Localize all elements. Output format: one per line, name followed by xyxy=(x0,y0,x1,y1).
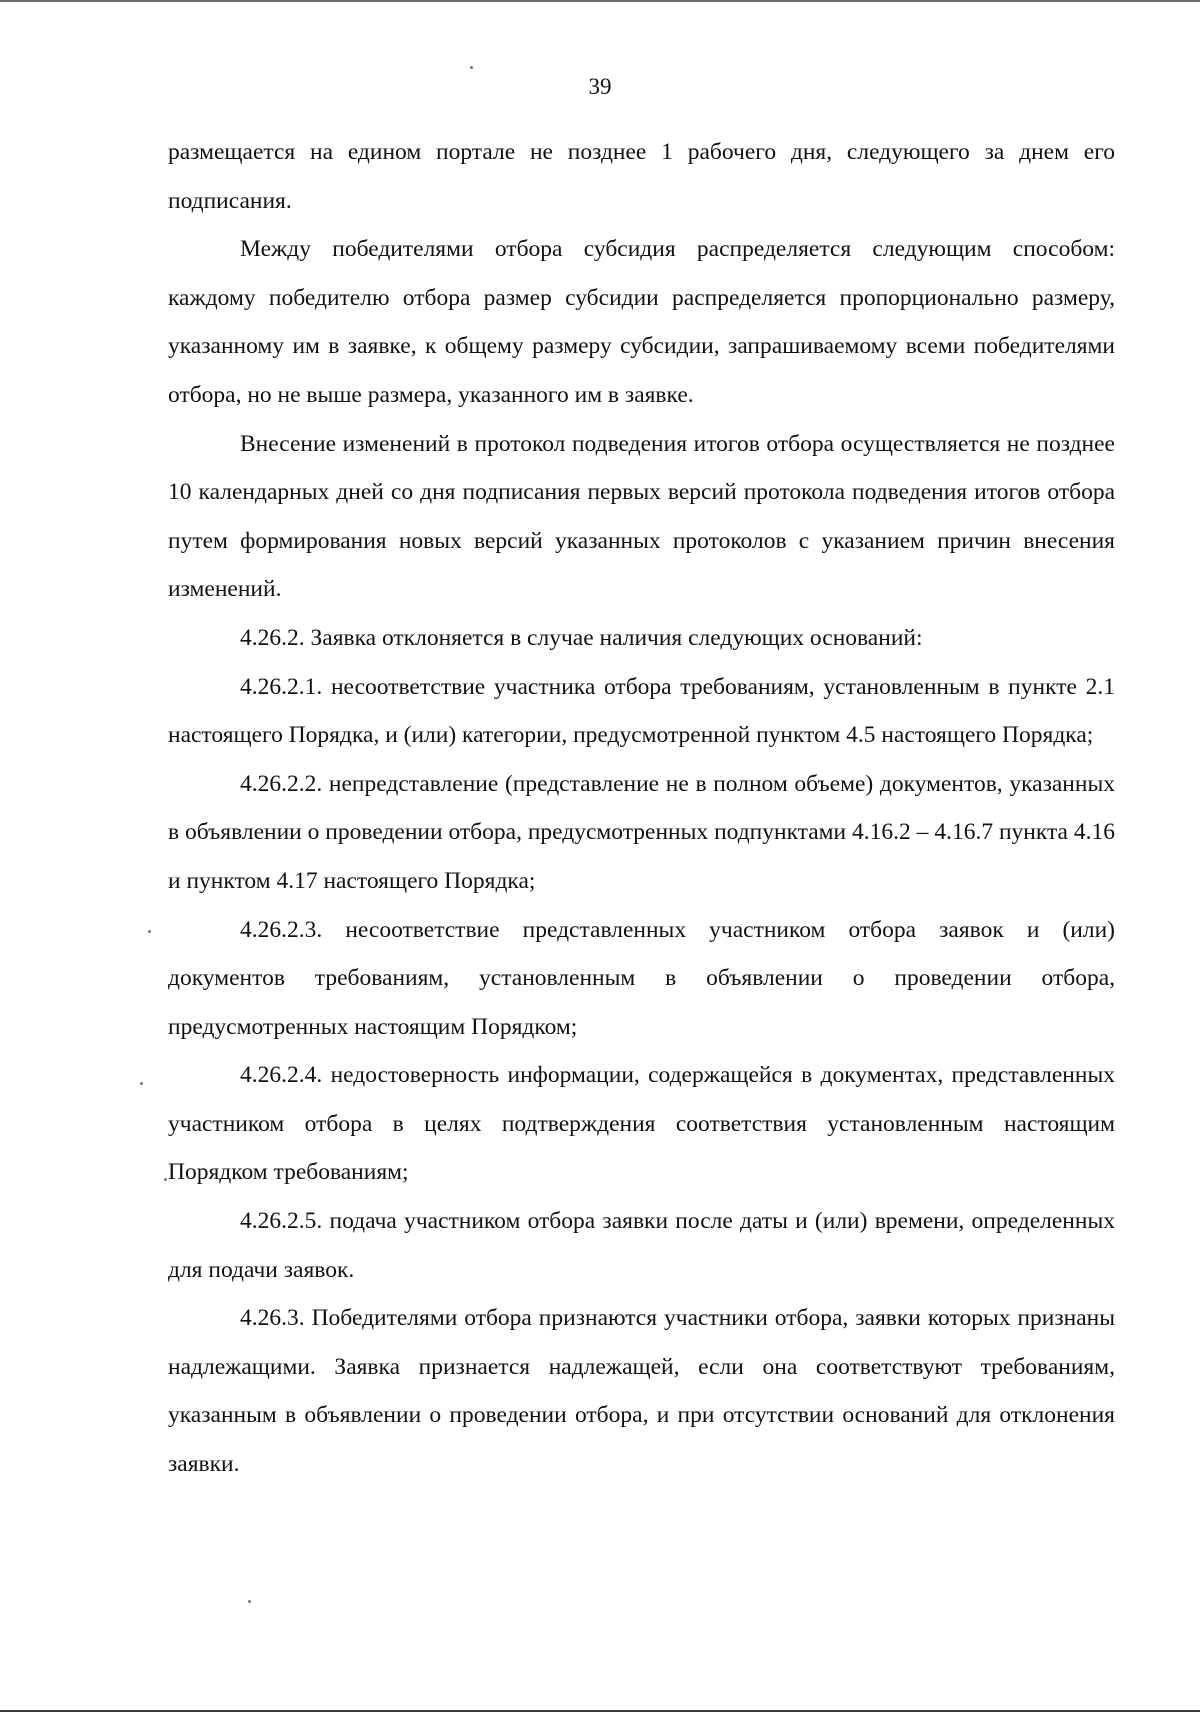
document-body xyxy=(168,128,1115,1489)
page-number: 39 xyxy=(588,74,612,99)
clause-4-26-3: 4.26.3. Победителями отбора признаются участники отбора, заявки которых признаны надлежащими. Заявка признается надлежащей, если она соответствуют требованиям, указанным в объявлении о проведении отбора, и при отсутствии оснований для отклонения заявки. xyxy=(168,1305,1115,1478)
clause-4-26-2-4: 4.26.2.4. недостоверность информации, содержащейся в документах, представленных участником отбора в целях подтверждения соответствия установленным настоящим Порядком требованиям; xyxy=(168,1062,1115,1186)
scan-speck xyxy=(164,1178,167,1181)
paragraph-subsidy-distribution: Между победителями отбора субсидия распределяется следующим способом: каждому победителю отбора размер субсидии распределяется пропорционально размеру, указанному им в заявке, к общему размеру субсидии, запрашиваемому всеми победителями отбора, но не выше размера, указанного им в заявке. xyxy=(168,236,1115,408)
scan-speck xyxy=(470,66,473,69)
clause-4-26-2-5: 4.26.2.5. подача участником отбора заявки после даты и (или) времени, определенных для подачи заявок. xyxy=(168,1208,1115,1283)
paragraph-continuation: размещается на едином портале не позднее 1 рабочего дня, следующего за днем его подписания. xyxy=(168,139,1115,214)
scan-speck xyxy=(248,1600,251,1603)
paragraph-protocol-changes: Внесение изменений в протокол подведения итогов отбора осуществляется не позднее 10 календарных дней со дня подписания первых версий протокола подведения итогов отбора путем формирования новых версий указанных протоколов с указанием причин внесения изменений. xyxy=(168,430,1115,603)
scan-edge-bottom xyxy=(0,1710,1200,1712)
clause-4-26-2-3: 4.26.2.3. несоответствие представленных участником отбора заявок и (или) документов требованиям, установленным в объявлении о проведении отбора, предусмотренных настоящим Порядком; xyxy=(168,916,1115,1040)
clause-4-26-2-2: 4.26.2.2. непредставление (представление не в полном объеме) документов, указанных в объявлении о проведении отбора, предусмотренных подпунктами 4.16.2 – 4.16.7 пункта 4.16 и пунктом 4.17 настоящего Порядка; xyxy=(168,770,1115,894)
clause-4-26-2: 4.26.2. Заявка отклоняется в случае наличия следующих оснований: xyxy=(240,624,923,651)
scan-speck xyxy=(148,930,151,933)
clause-4-26-2-1: 4.26.2.1. несоответствие участника отбора требованиям, установленным в пункте 2.1 настоящего Порядка, и (или) категории, предусмотренной пунктом 4.5 настоящего Порядка; xyxy=(168,673,1115,749)
scan-speck xyxy=(140,1082,143,1085)
scan-edge-top xyxy=(0,0,1200,2)
